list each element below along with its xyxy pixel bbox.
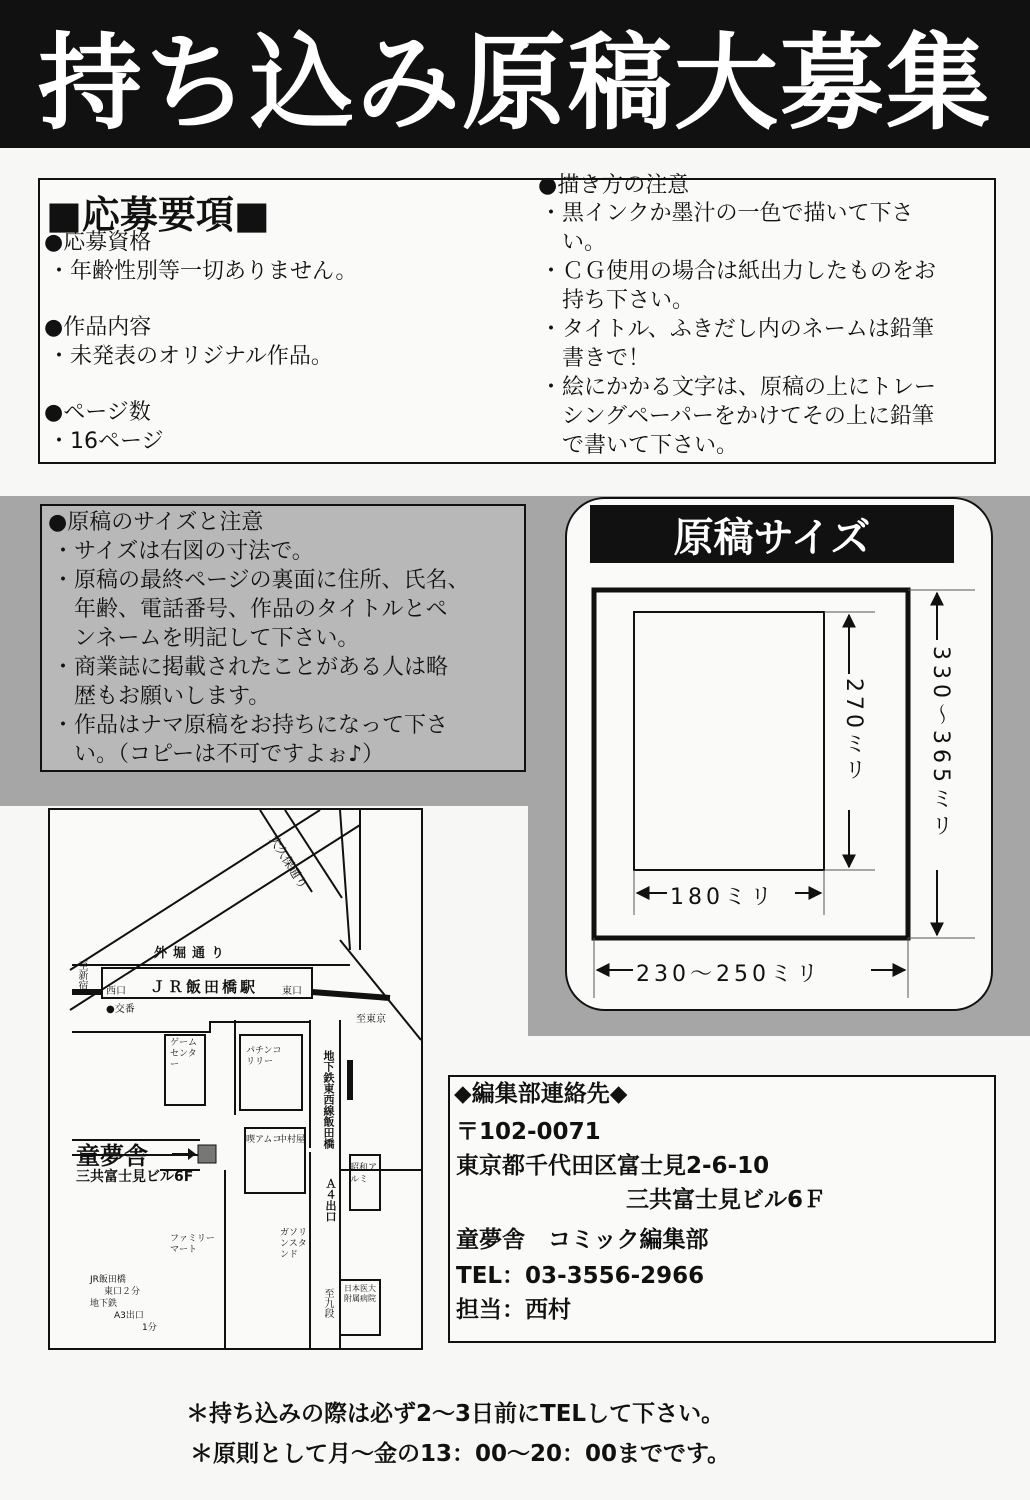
size-note-line: 年齢、電話番号、作品のタイトルとペ — [52, 597, 448, 622]
map-label-pachinko: パチンコリリー — [246, 1046, 282, 1067]
content-label: ●作品内容 — [44, 315, 152, 340]
size-note-line: ・サイズは右図の寸法で。 — [52, 539, 314, 564]
contact-heading: ◆編集部連絡先◆ — [454, 1081, 628, 1107]
size-note-line: い。（コピーは不可ですよぉ♪） — [52, 742, 385, 767]
drawing-note-line: ・黒インクか墨汁の一色で描いて下さ — [540, 201, 914, 226]
contact-person: 担当：西村 — [456, 1297, 571, 1323]
map-label-okubo-road: 大久保通り — [266, 833, 311, 892]
contact-address-line-2: 三共富士見ビル6Ｆ — [626, 1187, 827, 1213]
map-label-police-box: ●交番 — [106, 1004, 135, 1015]
page-title: 持ち込み原稿大募集 — [37, 22, 992, 144]
map-label-building: 三共富士見ビル6F — [76, 1169, 194, 1185]
footer-note-1: ＊持ち込みの際は必ず2〜3日前にTELして下さい。 — [186, 1401, 725, 1427]
footer-note-2: ＊原則として月〜金の13：00〜20：00までです。 — [190, 1441, 731, 1467]
access-line: 東口２分 — [104, 1287, 141, 1297]
access-line: 地下鉄 — [90, 1299, 118, 1309]
map-label-to-kudan: 至九段 — [322, 1288, 333, 1318]
map-label-showa-alumi: 昭和アルミ — [350, 1163, 378, 1185]
map-label-to-shinjuku: 至新宿 — [76, 960, 87, 990]
content-item: ・未発表のオリジナル作品。 — [48, 344, 333, 369]
inner-width-label: 180ミリ — [670, 885, 776, 910]
drawing-note-line: 書きで！ — [540, 346, 651, 371]
map-label-sotobori-road: 外堀通り — [154, 946, 231, 961]
access-line: 1分 — [142, 1323, 157, 1333]
company-building-marker — [198, 1145, 216, 1163]
map-label-family-mart: ファミリーマート — [170, 1234, 215, 1255]
map-label-east-exit: 東口 — [282, 986, 302, 997]
map-label-station: ＪＲ飯田橋駅 — [150, 978, 259, 996]
map-label-gas-station: ガソリンスタンド — [280, 1228, 308, 1260]
contact-tel: TEL：03-3556-2966 — [456, 1263, 705, 1289]
qualification-item: ・年齢性別等一切ありません。 — [48, 259, 358, 284]
qualification-label: ●応募資格 — [44, 230, 152, 255]
pages-label: ●ページ数 — [44, 400, 151, 425]
access-line: A3出口 — [114, 1311, 144, 1321]
size-note-line: ンネームを明記して下さい。 — [52, 626, 360, 651]
contact-department: 童夢舎 コミック編集部 — [456, 1227, 709, 1253]
map-label-to-tokyo: 至東京 — [356, 1014, 386, 1025]
contact-address-line-1: 東京都千代田区富士見2-6-10 — [456, 1153, 770, 1179]
map-roads — [50, 810, 421, 1348]
drawing-notes-label: ●描き方の注意 — [538, 173, 690, 198]
access-map — [48, 808, 423, 1350]
map-label-game-center: ゲームセンター — [170, 1038, 198, 1070]
drawing-note-line: で書いて下さい。 — [540, 433, 739, 458]
inner-frame-rect — [634, 612, 824, 870]
map-label-shop-1: 喫アムコ — [246, 1135, 282, 1145]
size-notes-list — [52, 537, 470, 769]
inner-height-label: 270ミリ — [841, 678, 866, 784]
application-heading: ■応募要項■ — [46, 193, 270, 237]
size-notes-label: ●原稿のサイズと注意 — [48, 510, 264, 535]
contact-postal-code: 〒102-0071 — [456, 1119, 601, 1145]
drawing-notes-list — [540, 199, 936, 460]
drawing-note-line: ・絵にかかる文字は、原稿の上にトレー — [540, 375, 937, 400]
access-line: JR飯田橋 — [90, 1275, 126, 1285]
size-note-line: ・商業誌に掲載されたことがある人は略 — [52, 655, 449, 680]
size-title-bar — [590, 505, 954, 563]
outer-height-label: 330〜365ミリ — [928, 646, 953, 841]
pages-item: ・16ページ — [48, 429, 164, 454]
size-diagram-title: 原稿サイズ — [673, 514, 871, 561]
outer-width-label: 230〜250ミリ — [636, 962, 822, 987]
map-label-hospital: 日本医大附属病院 — [344, 1284, 376, 1303]
map-label-shop-2: 中村屋 — [278, 1135, 306, 1145]
map-label-subway: 地下鉄東西線飯田橋 — [322, 1050, 335, 1149]
size-note-line: ・作品はナマ原稿をお持ちになって下さ — [52, 713, 449, 738]
drawing-note-line: ・ＣＧ使用の場合は紙出力したものをお — [540, 259, 937, 284]
drawing-note-line: ・タイトル、ふきだし内のネームは鉛筆 — [540, 317, 934, 342]
map-label-exit-a4: Ａ４出口 — [324, 1178, 337, 1222]
size-note-line: ・原稿の最終ページの裏面に住所、氏名、 — [52, 568, 470, 593]
size-note-line: 歴もお願いします。 — [52, 684, 271, 709]
drawing-note-line: シングペーパーをかけてその上に鉛筆 — [540, 404, 934, 429]
drawing-note-line: い。 — [540, 230, 607, 255]
map-label-company: 童夢舎 — [76, 1142, 148, 1170]
title-banner — [0, 0, 1030, 148]
map-access-notes — [90, 1274, 157, 1334]
drawing-note-line: 持ち下さい。 — [540, 288, 695, 313]
map-label-west-exit: 西口 — [106, 986, 126, 997]
